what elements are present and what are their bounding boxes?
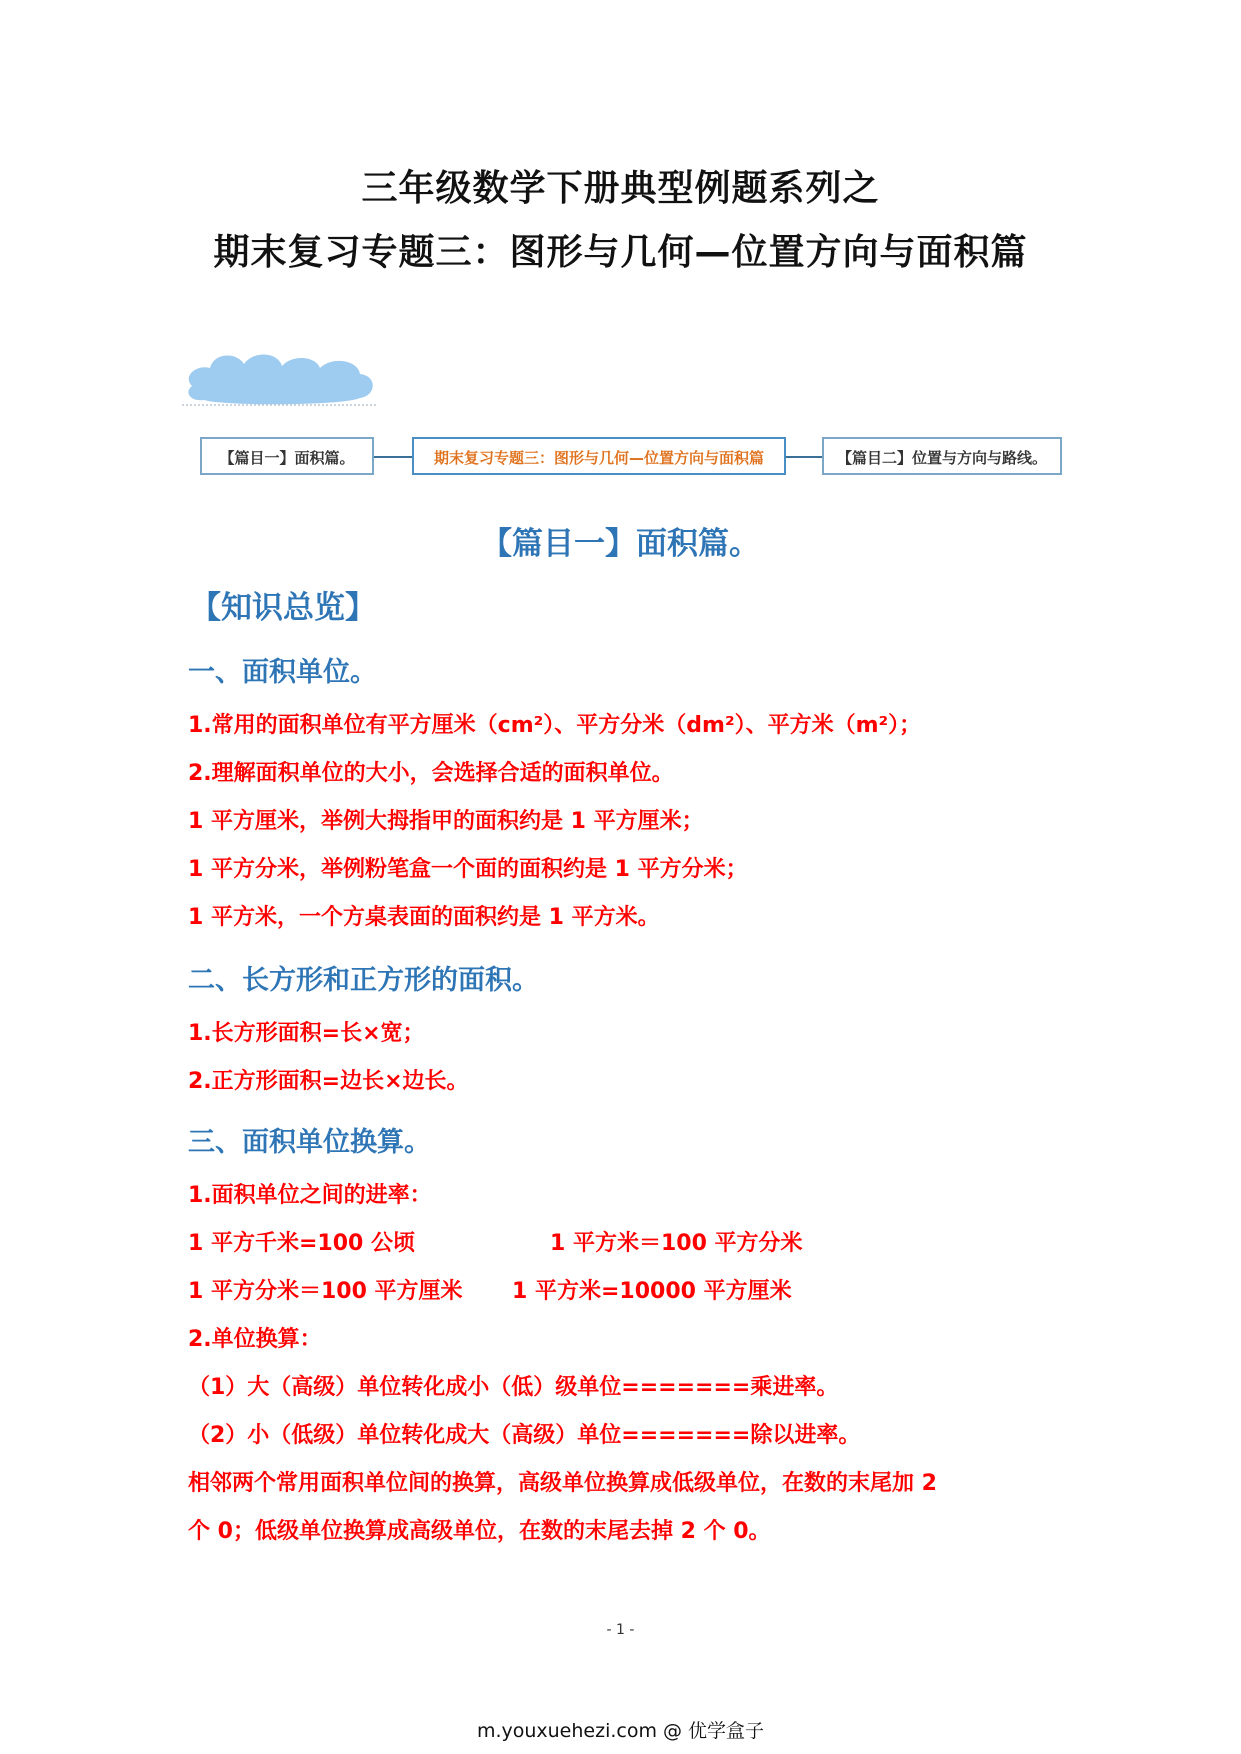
part3-rate-label: 1.面积单位之间的进率： <box>188 1183 432 1208</box>
page-number: - 1 - <box>606 1622 635 1638</box>
part1-line-4: 1 平方分米，举例粉笔盒一个面的面积约是 1 平方分米； <box>188 857 748 882</box>
part3-conversion-rule-2: （2）小（低级）单位转化成大（高级）单位=======除以进率。 <box>188 1423 861 1448</box>
part3-heading: 三、面积单位换算。 <box>188 1127 431 1158</box>
knowledge-overview-heading: 【知识总览】 <box>190 590 376 626</box>
mindmap-node-part2: 【篇目二】位置与方向与路线。 <box>822 437 1062 475</box>
part3-note-line-1: 相邻两个常用面积单位间的换算，高级单位换算成低级单位，在数的末尾加 2 <box>188 1471 937 1496</box>
site-watermark: m.youxuehezi.com @ 优学盒子 <box>476 1720 765 1742</box>
part3-rate-row1-b: 1 平方米＝100 平方分米 <box>550 1231 803 1256</box>
mindmap-node-center: 期末复习专题三：图形与几何—位置方向与面积篇 <box>412 437 786 475</box>
part3-conversion-label: 2.单位换算： <box>188 1327 322 1352</box>
part1-heading: 一、面积单位。 <box>188 657 377 688</box>
part1-line-3: 1 平方厘米，举例大拇指甲的面积约是 1 平方厘米； <box>188 809 704 834</box>
part2-heading: 二、长方形和正方形的面积。 <box>188 965 539 996</box>
part3-conversion-rule-1: （1）大（高级）单位转化成小（低）级单位=======乘进率。 <box>188 1375 839 1400</box>
title-line-2: 期末复习专题三：图形与几何—位置方向与面积篇 <box>213 232 1028 273</box>
decorative-cloud-graphic <box>182 346 382 406</box>
mindmap-connector-left <box>374 456 412 458</box>
part3-rate-row2-a: 1 平方分米＝100 平方厘米 <box>188 1279 463 1304</box>
mindmap-connector-right <box>786 456 822 458</box>
part2-line-1: 1.长方形面积=长×宽； <box>188 1021 425 1046</box>
part3-rate-row1-a: 1 平方千米=100 公顷 <box>188 1231 415 1256</box>
section-title: 【篇目一】面积篇。 <box>481 526 760 562</box>
mindmap-node-part1: 【篇目一】面积篇。 <box>200 437 374 475</box>
part2-line-2: 2.正方形面积=边长×边长。 <box>188 1069 469 1094</box>
part1-line-2: 2.理解面积单位的大小，会选择合适的面积单位。 <box>188 761 674 786</box>
part3-rate-row2-b: 1 平方米=10000 平方厘米 <box>512 1279 792 1304</box>
part1-line-1: 1.常用的面积单位有平方厘米（cm²）、平方分米（dm²）、平方米（m²）； <box>188 713 922 738</box>
title-line-1: 三年级数学下册典型例题系列之 <box>361 168 880 209</box>
part1-line-5: 1 平方米，一个方桌表面的面积约是 1 平方米。 <box>188 905 660 930</box>
part3-note-line-2: 个 0；低级单位换算成高级单位，在数的末尾去掉 2 个 0。 <box>188 1519 771 1544</box>
